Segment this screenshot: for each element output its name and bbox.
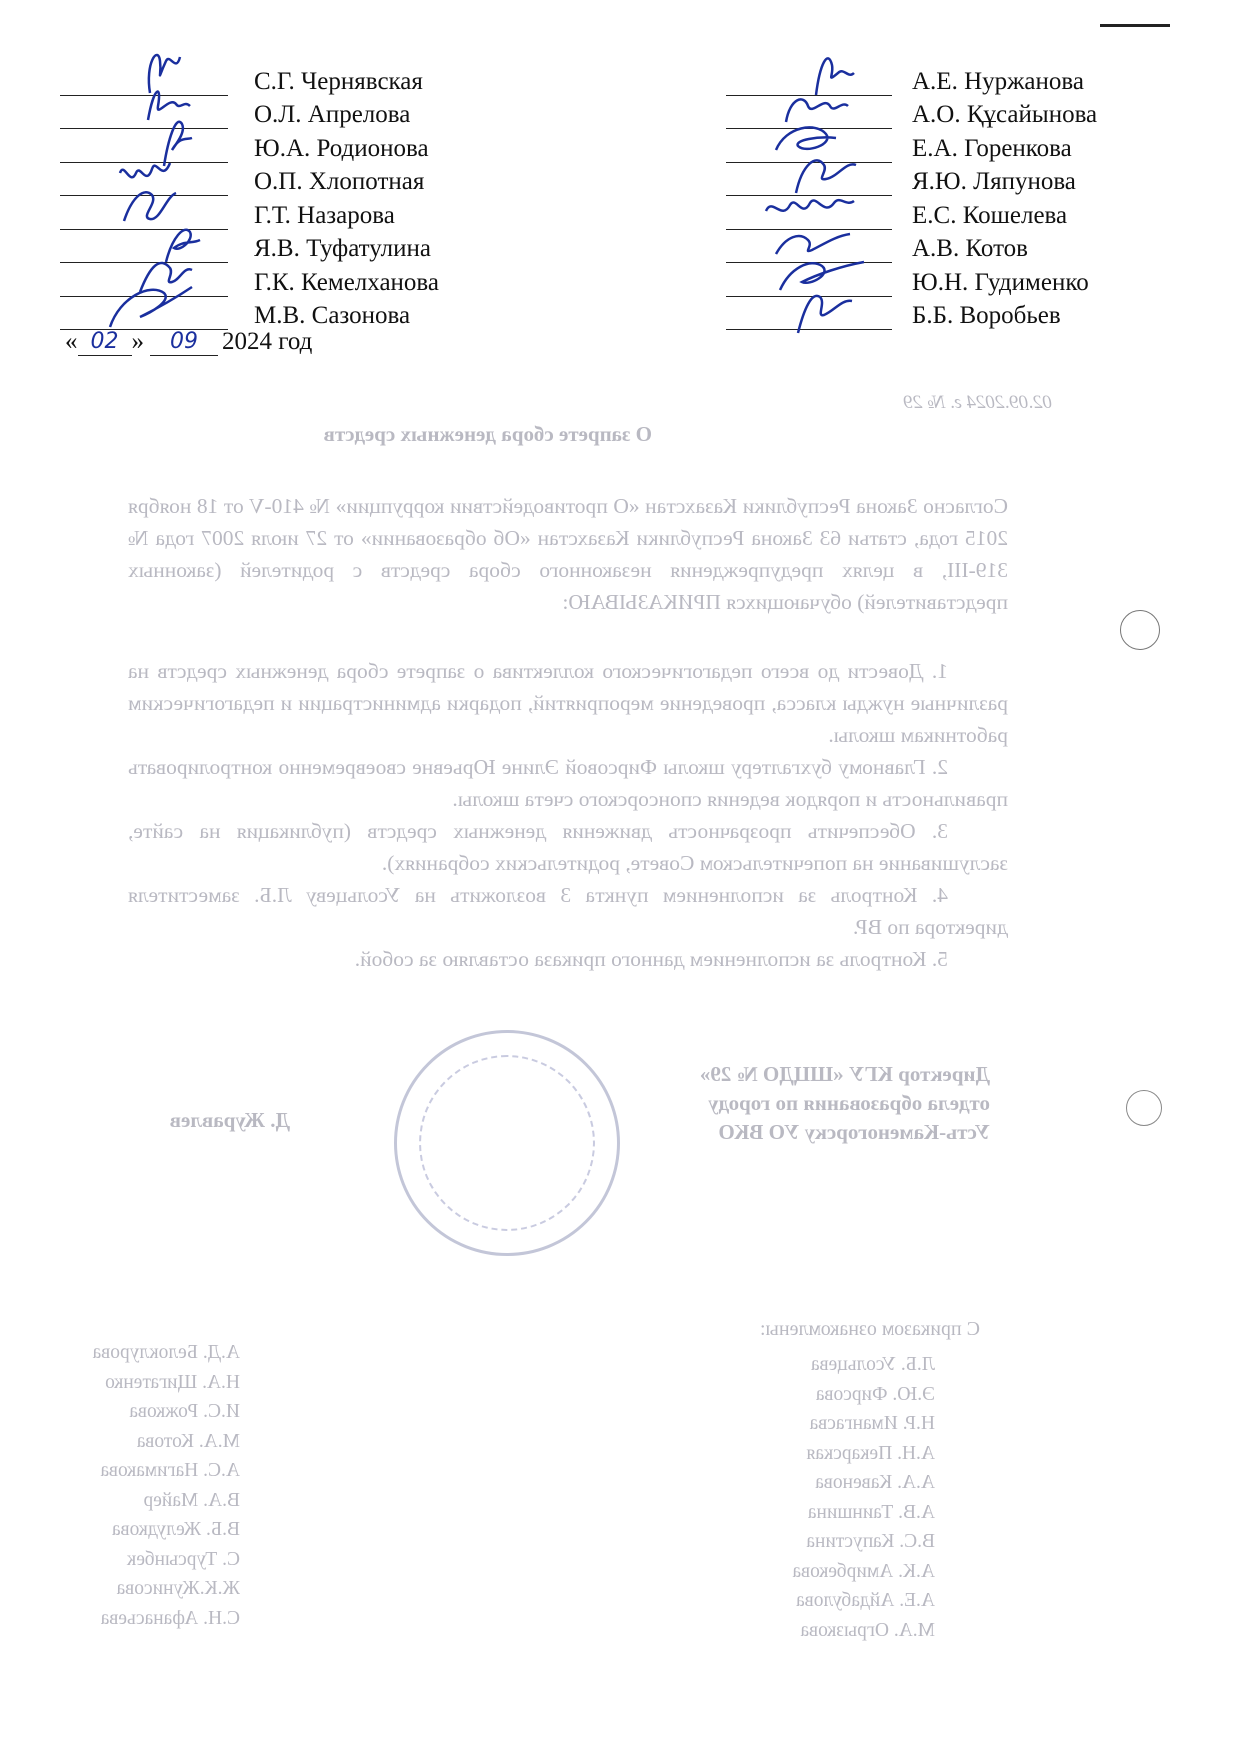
bleed-acquainted-title: С приказом ознакомлены: — [759, 1318, 980, 1340]
bleed-acquainted-name: М.А. Котова — [136, 1430, 240, 1452]
bleed-order-item: 3. Обеспечить прозрачность движения денежных средств (публикация на сайте, заслушивание на попечительском Совете, родительских собраниях). — [128, 819, 1008, 875]
handwritten-signature — [746, 277, 876, 335]
signatory-name: Г.К. Кемелханова — [254, 268, 439, 296]
bleed-acquainted-name: А.А. Кавенова — [815, 1472, 935, 1493]
bleed-order-item: 4. Контроль за исполнением пункта 3 возложить на Усольцеву Л.Б. заместителя директора по ВР. — [128, 883, 1008, 939]
signatory-name: Б.Б. Воробьев — [912, 302, 1061, 329]
bleed-acquainted-name: А.С. Нагимакова — [100, 1460, 240, 1481]
bleed-acquainted-name: В.С. Капустина — [806, 1531, 935, 1552]
signatory-name: О.П. Хлопотная — [254, 168, 425, 195]
bleed-acquainted-name: В.Б. Желудкова — [112, 1519, 240, 1540]
bleed-acquainted-name: А.Н. Пекарская — [806, 1442, 935, 1464]
bleed-order-item: 5. Контроль за исполнением данного приказа оставляю за собой. — [354, 947, 948, 971]
signing-date — [65, 328, 312, 356]
signature-column-left — [60, 62, 439, 330]
signatory-name: Я.Ю. Ляпунова — [912, 168, 1076, 195]
signatory-name: С.Г. Чернявская — [254, 67, 423, 95]
bleed-acquainted-name: М.А. Огрызкова — [800, 1619, 935, 1641]
signature-column-right — [726, 62, 1097, 330]
signatory-name: А.О. Құсайынова — [912, 101, 1098, 128]
bleed-acquainted-name: Л.Б. Усольцева — [811, 1354, 935, 1375]
date-month: 09 — [150, 329, 218, 356]
signatory-name: Е.С. Кошелева — [912, 201, 1068, 229]
bleed-order-items — [128, 655, 1008, 975]
signatory-name: А.В. Котов — [912, 235, 1028, 262]
signatory-name: Г.Т. Назарова — [254, 201, 395, 229]
bleed-acquainted-name: А.Е. Айдабулова — [796, 1590, 935, 1611]
bleed-director-block — [700, 1060, 990, 1147]
bleed-acquainted-list-b — [93, 1338, 240, 1633]
date-year: 2024 год — [222, 328, 313, 355]
bleed-acquainted-name: Н.А. Щигатенко — [105, 1371, 240, 1393]
bleed-order-item: 2. Главному бухгалтеру школы Фирсовой Элине Юрьевне своевременно контролировать правильность и порядок ведения спонсорского счета школы. — [128, 755, 1008, 811]
bleed-director-line: Директор КГУ «ШЦДО № 29» — [699, 1062, 990, 1086]
bleed-order-number: 02.09.2024 г. № 29 — [903, 392, 1052, 413]
signatory-name: Ю.Н. Гудименко — [912, 268, 1089, 296]
bleed-acquainted-list-a — [793, 1350, 935, 1645]
bleed-acquainted-name: А.К. Амирбекова — [792, 1560, 935, 1582]
bleed-acquainted-name: А.Д. Белоклурова — [92, 1342, 240, 1363]
signature-line — [726, 301, 892, 330]
bleed-acquainted-name: И.С. Рожкова — [129, 1401, 240, 1422]
signature-line — [60, 301, 228, 330]
scan-hole-mark — [1126, 1090, 1162, 1126]
signatory-name: Я.В. Туфатулина — [254, 235, 431, 262]
bleed-director-line: отдела образования по городу — [708, 1091, 990, 1115]
bleed-acquainted-name: С.Н. Афанасьева — [100, 1607, 240, 1629]
signatory-name: Ю.А. Родионова — [254, 134, 429, 162]
bleed-intro-paragraph: Согласно Закона Республики Казахстан «О противодействии коррупции» № 410-V от 18 ноября 2015 года, статьи 63 Закона Республики Казахстан «Об образовании» от 27 июля 2007 года № 319-III, в целях предупреждения незаконного сбора средств с родителей (законных представителей) обучающихся ПРИКАЗЫВАЮ: — [128, 494, 1008, 614]
bleed-director-line: Усть-Каменогорску УО ВКО — [718, 1120, 990, 1144]
signature-row — [60, 297, 439, 331]
date-open-quote: « — [65, 328, 78, 355]
signatory-name: М.В. Сазонова — [254, 302, 411, 329]
bleed-acquainted-name: Э.Ю. Фирсова — [815, 1383, 935, 1405]
bleed-acquainted-name: Ж.К.Жунисова — [116, 1578, 240, 1599]
date-day: 02 — [78, 329, 132, 356]
scan-edge-mark — [1100, 24, 1170, 27]
scan-hole-mark — [1120, 610, 1160, 650]
bleed-acquainted-name: В.А. Майер — [143, 1489, 240, 1511]
handwritten-signature — [80, 277, 210, 335]
bleed-acquainted-name: Н.Р. Имангасва — [809, 1413, 935, 1434]
bleed-director-name: Д. Журавлев — [169, 1108, 290, 1132]
date-close-quote: » — [131, 328, 144, 355]
signatory-name: Е.А. Горенкова — [912, 134, 1072, 162]
bleed-acquainted-name: А.В. Таиншина — [807, 1501, 935, 1523]
bleed-round-stamp — [394, 1030, 620, 1256]
signatory-name: О.Л. Апрелова — [254, 101, 411, 128]
signatory-name: А.Е. Нуржанова — [912, 67, 1084, 95]
bleed-order-title: О запрете сбора денежных средств — [323, 422, 652, 446]
signature-row — [726, 297, 1097, 331]
bleed-acquainted-name: С. Турсынбек — [126, 1548, 240, 1570]
bleed-order-item: 1. Довести до всего педагогического коллектива о запрете сбора денежных средств на различные нужды класса, проведение мероприятий, подарки администрации и педагогическим работникам школы. — [128, 659, 1008, 747]
